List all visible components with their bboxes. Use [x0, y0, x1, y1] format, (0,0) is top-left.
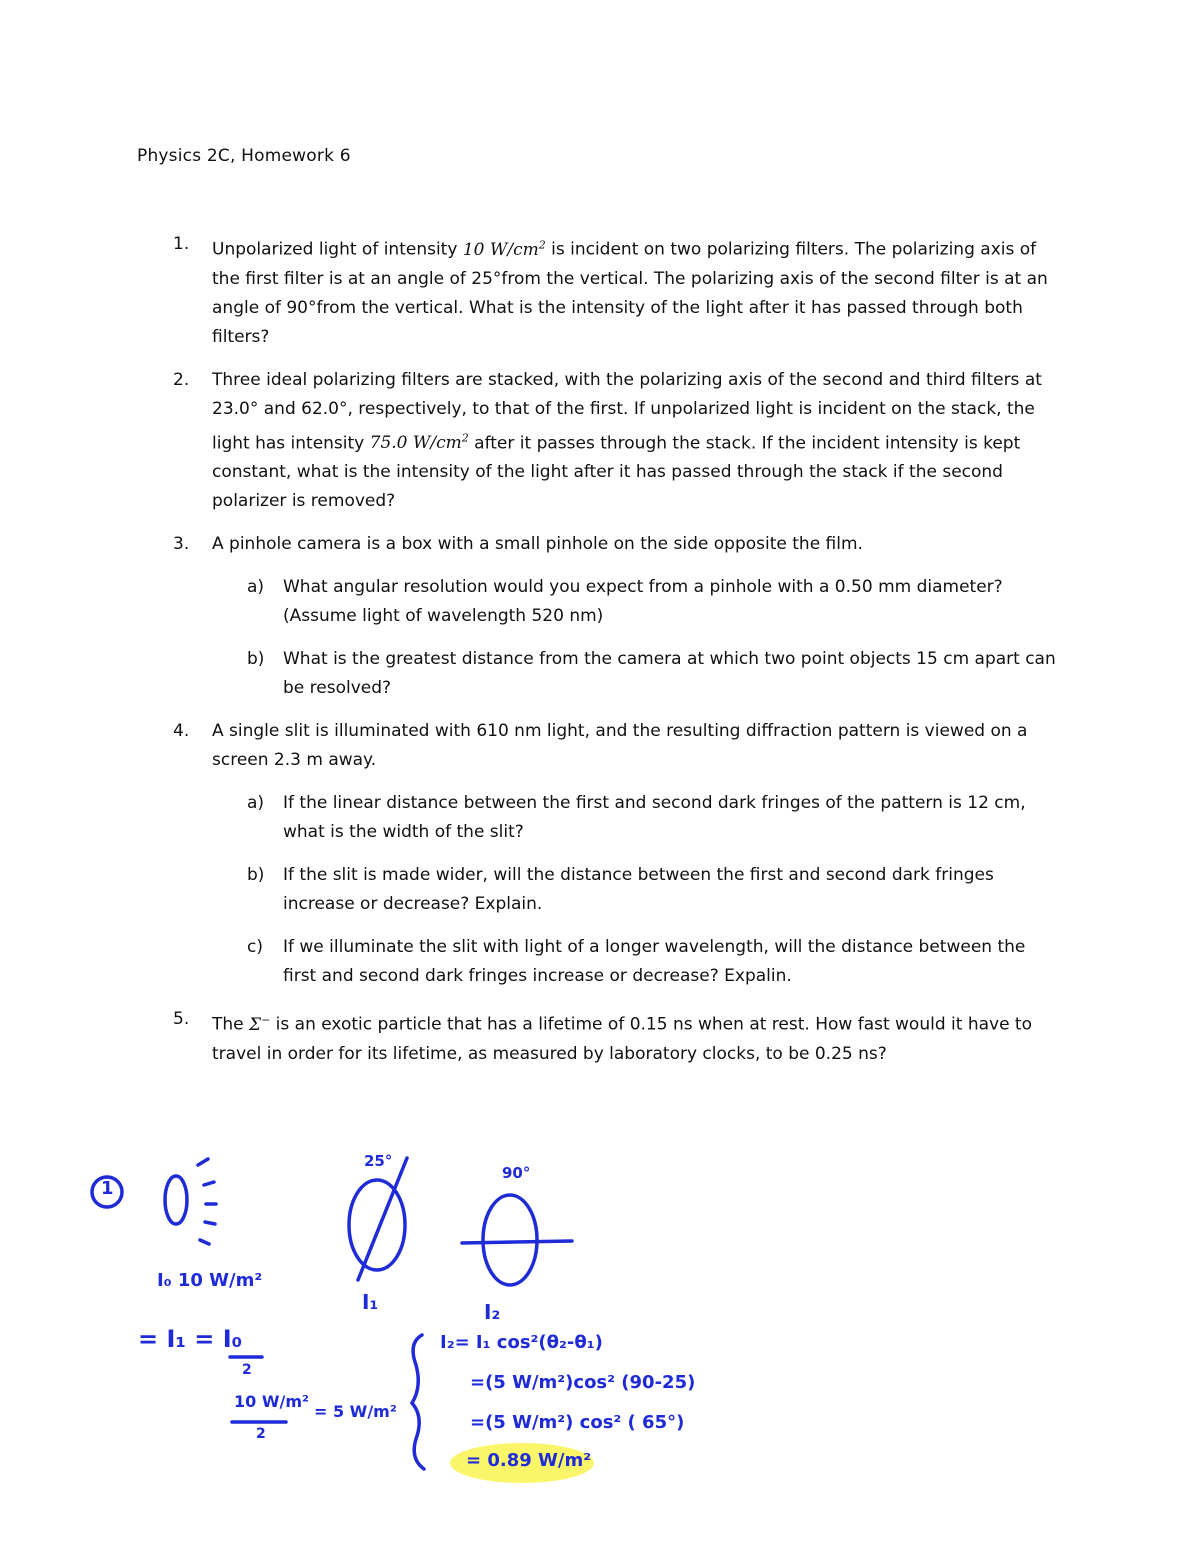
problem-number: 4.: [173, 721, 190, 742]
problem-number: 5.: [173, 1009, 190, 1030]
equation-1: I₂= I₁ cos²(θ₂-θ₁): [440, 1332, 603, 1353]
subproblem-text: If the slit is made wider, will the distance between the first and second dark fringes increase or decrease? Explain.: [283, 865, 994, 915]
second-polarizer-axis: [462, 1241, 572, 1243]
math-expression: Σ−: [249, 1013, 271, 1035]
problem-3: [137, 530, 1057, 703]
problem-text: Unpolarized light of intensity 10 $W/cm^2$ is incident on two polarizing filters. The polarizing axis of the first filter is at an angle of 25°from the vertical. The polarizing axis of the second filter is at an angle of 90°from the vertical. What is the intensity of the light after it has passed through both filters?: [212, 238, 1048, 347]
handwritten-notes: [0, 1130, 1200, 1530]
intensity-label-i0: I₀ 10 W/m²: [157, 1270, 263, 1291]
subproblem-letter: b): [247, 649, 265, 670]
subproblem-b: [212, 861, 1057, 919]
step-2-denominator: 2: [256, 1426, 266, 1442]
subproblem-b: [212, 645, 1057, 703]
math-expression: 75.0 $W/cm^2$: [369, 431, 469, 454]
problem-text: A pinhole camera is a box with a small pinhole on the side opposite the film.: [212, 534, 863, 555]
first-polarizer-axis: [358, 1158, 407, 1280]
subproblem-letter: c): [247, 937, 263, 958]
step-2-numerator: 10 W/m²: [234, 1392, 310, 1411]
subproblem-letter: b): [247, 865, 265, 886]
subproblem-text: What is the greatest distance from the camera at which two point objects 15 cm apart can be resolved?: [283, 649, 1056, 699]
problem-text: The Σ− is an exotic particle that has a lifetime of 0.15 ns when at rest. How fast would it have to travel in order for its lifetime, as measured by laboratory clocks, to be 0.25 ns?: [212, 1013, 1033, 1064]
subproblem-text: What angular resolution would you expect from a pinhole with a 0.50 mm diameter? (Assume light of wavelength 520 nm): [283, 577, 1003, 627]
problem-5: [137, 1005, 1057, 1069]
curly-brace: [412, 1335, 424, 1469]
problem-2: [137, 366, 1057, 517]
problem-4: [137, 717, 1057, 991]
problem-text: Three ideal polarizing filters are stacked, with the polarizing axis of the second and third filters at 23.0° and 62.0°, respectively, to that of the first. If unpolarized light is incident on the stack, the light has intensity 75.0 $W/cm^2$ after it passes through the stack. If the incident intensity is kept constant, what is the intensity of the light after it has passed through the stack if the second polarizer is removed?: [212, 369, 1042, 512]
page-title: Physics 2C, Homework 6: [137, 146, 351, 166]
problem-number: 2.: [173, 369, 190, 390]
subproblem-a: [212, 573, 1057, 631]
intensity-label-i1: I₁: [362, 1290, 379, 1314]
subproblem-text: If we illuminate the slit with light of a longer wavelength, will the distance between the first and second dark fringes increase or decrease? Expalin.: [283, 937, 1026, 987]
intensity-label-i2: I₂: [484, 1300, 501, 1324]
equation-3: =(5 W/m²) cos² ( 65°): [470, 1412, 685, 1433]
step-2-result: = 5 W/m²: [314, 1402, 397, 1421]
angle-label-first: 25°: [364, 1152, 393, 1170]
equation-2: =(5 W/m²)cos² (90-25): [470, 1372, 696, 1393]
angle-label-second: 90°: [502, 1164, 531, 1182]
problem-number: 3.: [173, 534, 190, 555]
final-answer: = 0.89 W/m²: [466, 1450, 592, 1471]
subproblem-a: [212, 789, 1057, 847]
second-polarizer: [483, 1195, 537, 1285]
math-expression: 10 $W/cm^2$: [462, 238, 546, 260]
light-source-ellipse: [165, 1176, 187, 1224]
subproblem-c: [212, 933, 1057, 991]
subproblem-text: If the linear distance between the first and second dark fringes of the pattern is 12 cm, what is the width of the slit?: [283, 793, 1026, 843]
subproblem-letter: a): [247, 793, 265, 814]
problem-number: 1.: [173, 234, 190, 254]
light-rays: [198, 1159, 216, 1244]
first-polarizer: [349, 1180, 405, 1270]
problem-1: [137, 230, 1057, 352]
problem-list: [137, 230, 1057, 1083]
subproblem-letter: a): [247, 577, 265, 598]
problem-text: A single slit is illuminated with 610 nm light, and the resulting diffraction pattern is viewed on a screen 2.3 m away.: [212, 721, 1028, 771]
problem-marker: 1: [101, 1178, 114, 1199]
step-1: = I₁ = I₀: [138, 1325, 243, 1353]
step-1-denominator: 2: [242, 1362, 252, 1378]
